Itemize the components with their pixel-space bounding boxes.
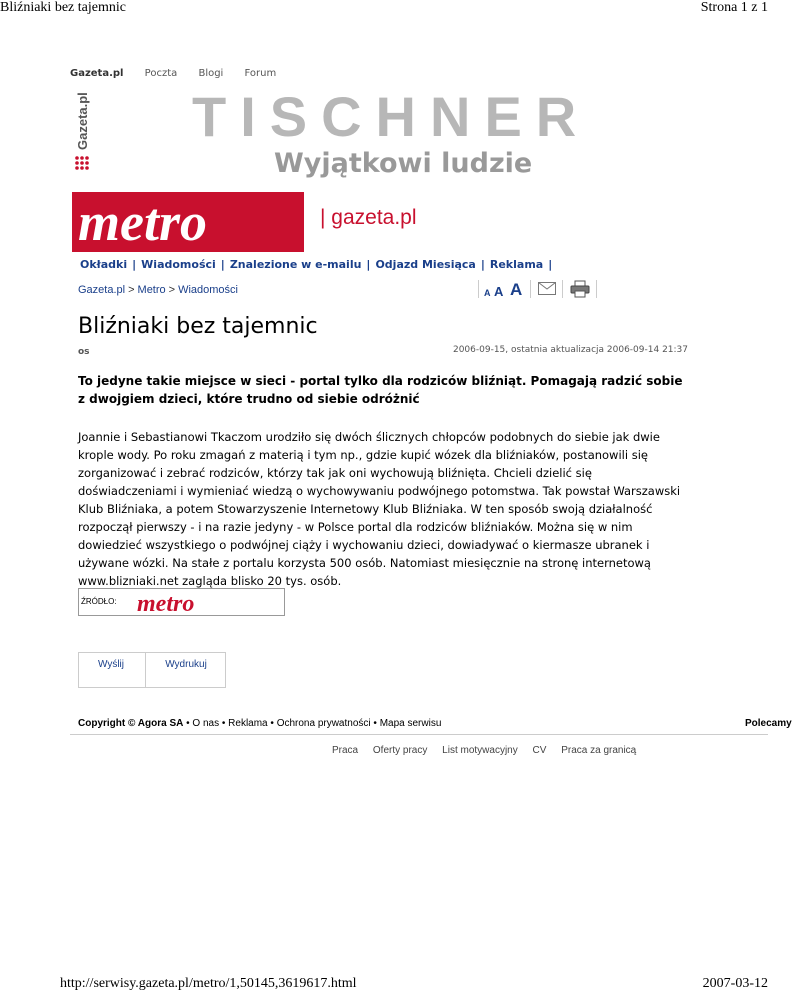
article-actions bbox=[78, 652, 226, 688]
nav-separator: | bbox=[366, 258, 371, 271]
footer-link-reklama[interactable]: Reklama bbox=[228, 718, 268, 729]
nav-separator: | bbox=[220, 258, 225, 271]
source-box bbox=[78, 588, 285, 616]
tool-divider bbox=[596, 280, 597, 298]
nav-separator: | bbox=[548, 258, 553, 271]
tischner-banner[interactable] bbox=[192, 85, 682, 180]
gazeta-vertical-logo[interactable] bbox=[72, 88, 94, 178]
footer-link-mapa[interactable]: Mapa serwisu bbox=[379, 718, 442, 729]
footer-copyright: Copyright © Agora SA • O nas • Reklama • Ochrona prywatności • Mapa serwisu bbox=[78, 718, 442, 729]
print-header bbox=[0, 0, 768, 22]
top-nav-blogi[interactable]: Blogi bbox=[198, 68, 224, 79]
footer-polecamy[interactable]: Polecamy bbox=[745, 718, 792, 729]
footer-divider bbox=[70, 734, 768, 735]
print-header-page: Strona 1 z 1 bbox=[700, 0, 768, 15]
print-header-title: Bliźniaki bez tajemnic bbox=[0, 0, 126, 15]
jobs-link-za-granica[interactable]: Praca za granicą bbox=[561, 745, 637, 756]
breadcrumb-separator: > bbox=[168, 284, 176, 296]
article-title: Bliźniaki bez tajemnic bbox=[78, 314, 318, 339]
article-author: os bbox=[78, 347, 90, 357]
top-nav-forum[interactable]: Forum bbox=[244, 68, 277, 79]
jobs-links bbox=[332, 745, 648, 756]
tool-divider bbox=[478, 280, 479, 298]
jobs-link-praca[interactable]: Praca bbox=[332, 745, 359, 756]
tool-divider bbox=[530, 280, 531, 298]
nav-separator: | bbox=[132, 258, 137, 271]
tischner-subline: Wyjątkowi ludzie bbox=[274, 148, 533, 179]
top-nav-poczta[interactable]: Poczta bbox=[144, 68, 178, 79]
metro-partner-label: | gazeta.pl bbox=[320, 206, 417, 229]
print-button[interactable]: Wydrukuj bbox=[145, 653, 226, 687]
copyright-text: Copyright © Agora SA bbox=[78, 718, 184, 729]
article-dateline: 2006-09-15, ostatnia aktualizacja 2006-09-14 21:37 bbox=[452, 345, 688, 355]
breadcrumb bbox=[78, 284, 238, 296]
nav-separator: | bbox=[480, 258, 485, 271]
source-metro-logo[interactable] bbox=[137, 591, 235, 617]
breadcrumb-separator: > bbox=[128, 284, 135, 296]
footer-link-o-nas[interactable]: O nas bbox=[192, 718, 220, 729]
top-nav bbox=[70, 68, 294, 79]
main-nav-odjazd[interactable]: Odjazd Miesiąca bbox=[375, 258, 476, 271]
main-nav-znalezione[interactable]: Znalezione w e-mailu bbox=[229, 258, 362, 271]
send-button[interactable]: Wyślij bbox=[97, 659, 124, 670]
tischner-headline: TISCHNER bbox=[192, 85, 591, 148]
jobs-link-cv[interactable]: CV bbox=[532, 745, 547, 756]
gazeta-vertical-logo-text: Gazeta.pl bbox=[75, 92, 90, 150]
top-nav-brand[interactable]: Gazeta.pl bbox=[70, 68, 124, 79]
footer-link-prywatnosc[interactable]: Ochrona prywatności bbox=[276, 718, 371, 729]
printer-icon[interactable] bbox=[570, 280, 590, 298]
main-nav-okladki[interactable]: Okładki bbox=[80, 258, 128, 271]
article-tools bbox=[478, 280, 604, 298]
font-size-large[interactable]: A bbox=[510, 280, 523, 299]
article-body: Joannie i Sebastianowi Tkaczom urodziło się dwóch ślicznych chłopców podobnych do siebie jak dwie krople wody. Po roku zmagań z materią i tym np., gdzie kupić wózek dla bliźniaków, postanowili się zorganizować i zebrać rodziców, którzy tak jak oni wychowują bliźnięta. Chcieli dzielić się doświadczeniami i wymieniać wiedzą o wychowywaniu podwójnego potomstwa. Tak powstał Warszawski Klub Bliźniaka, a potem Stowarzyszenie Internetowy Klub Bliźniaka. W ten sposób swoją działalność rozpoczął pierwszy - i na razie jedyny - w Polsce portal dla rodziców bliźniaków. Można się w nim dowiedzieć wszystkiego o podwójnej ciąży i wychowaniu dzieci, dowiadywać o kiermasze ubranek i używane wózki. Na stałe z portalu korzysta 500 osób. Natomiast miesięcznie na stronę internetową www.blizniaki.net zagląda blisko 20 tys. osób. bbox=[78, 430, 681, 588]
source-metro-logo-text: metro bbox=[137, 591, 195, 617]
main-nav bbox=[80, 258, 557, 271]
print-footer-url: http://serwisy.gazeta.pl/metro/1,50145,3619617.html bbox=[60, 976, 357, 991]
print-footer-date: 2007-03-12 bbox=[702, 976, 768, 991]
main-nav-reklama[interactable]: Reklama bbox=[489, 258, 544, 271]
font-size-medium[interactable]: A bbox=[494, 284, 504, 299]
metro-logo-text: metro bbox=[78, 192, 207, 252]
font-size-small[interactable]: A bbox=[484, 288, 491, 298]
article-lead: To jedyne takie miejsce w sieci - portal tylko dla rodziców bliźniąt. Pomagają radzić sobie z dwojgiem dzieci, które trudno od siebie odróżnić bbox=[78, 374, 683, 406]
metro-logo[interactable] bbox=[72, 192, 304, 252]
jobs-link-list[interactable]: List motywacyjny bbox=[442, 745, 518, 756]
tool-divider bbox=[562, 280, 563, 298]
source-label: ŹRÓDŁO: bbox=[81, 597, 117, 606]
breadcrumb-metro[interactable]: Metro bbox=[137, 284, 166, 296]
breadcrumb-wiadomosci[interactable]: Wiadomości bbox=[178, 284, 238, 296]
jobs-link-oferty[interactable]: Oferty pracy bbox=[372, 745, 428, 756]
main-nav-wiadomosci[interactable]: Wiadomości bbox=[141, 258, 216, 271]
breadcrumb-gazeta[interactable]: Gazeta.pl bbox=[78, 284, 126, 296]
email-icon[interactable] bbox=[538, 282, 556, 295]
